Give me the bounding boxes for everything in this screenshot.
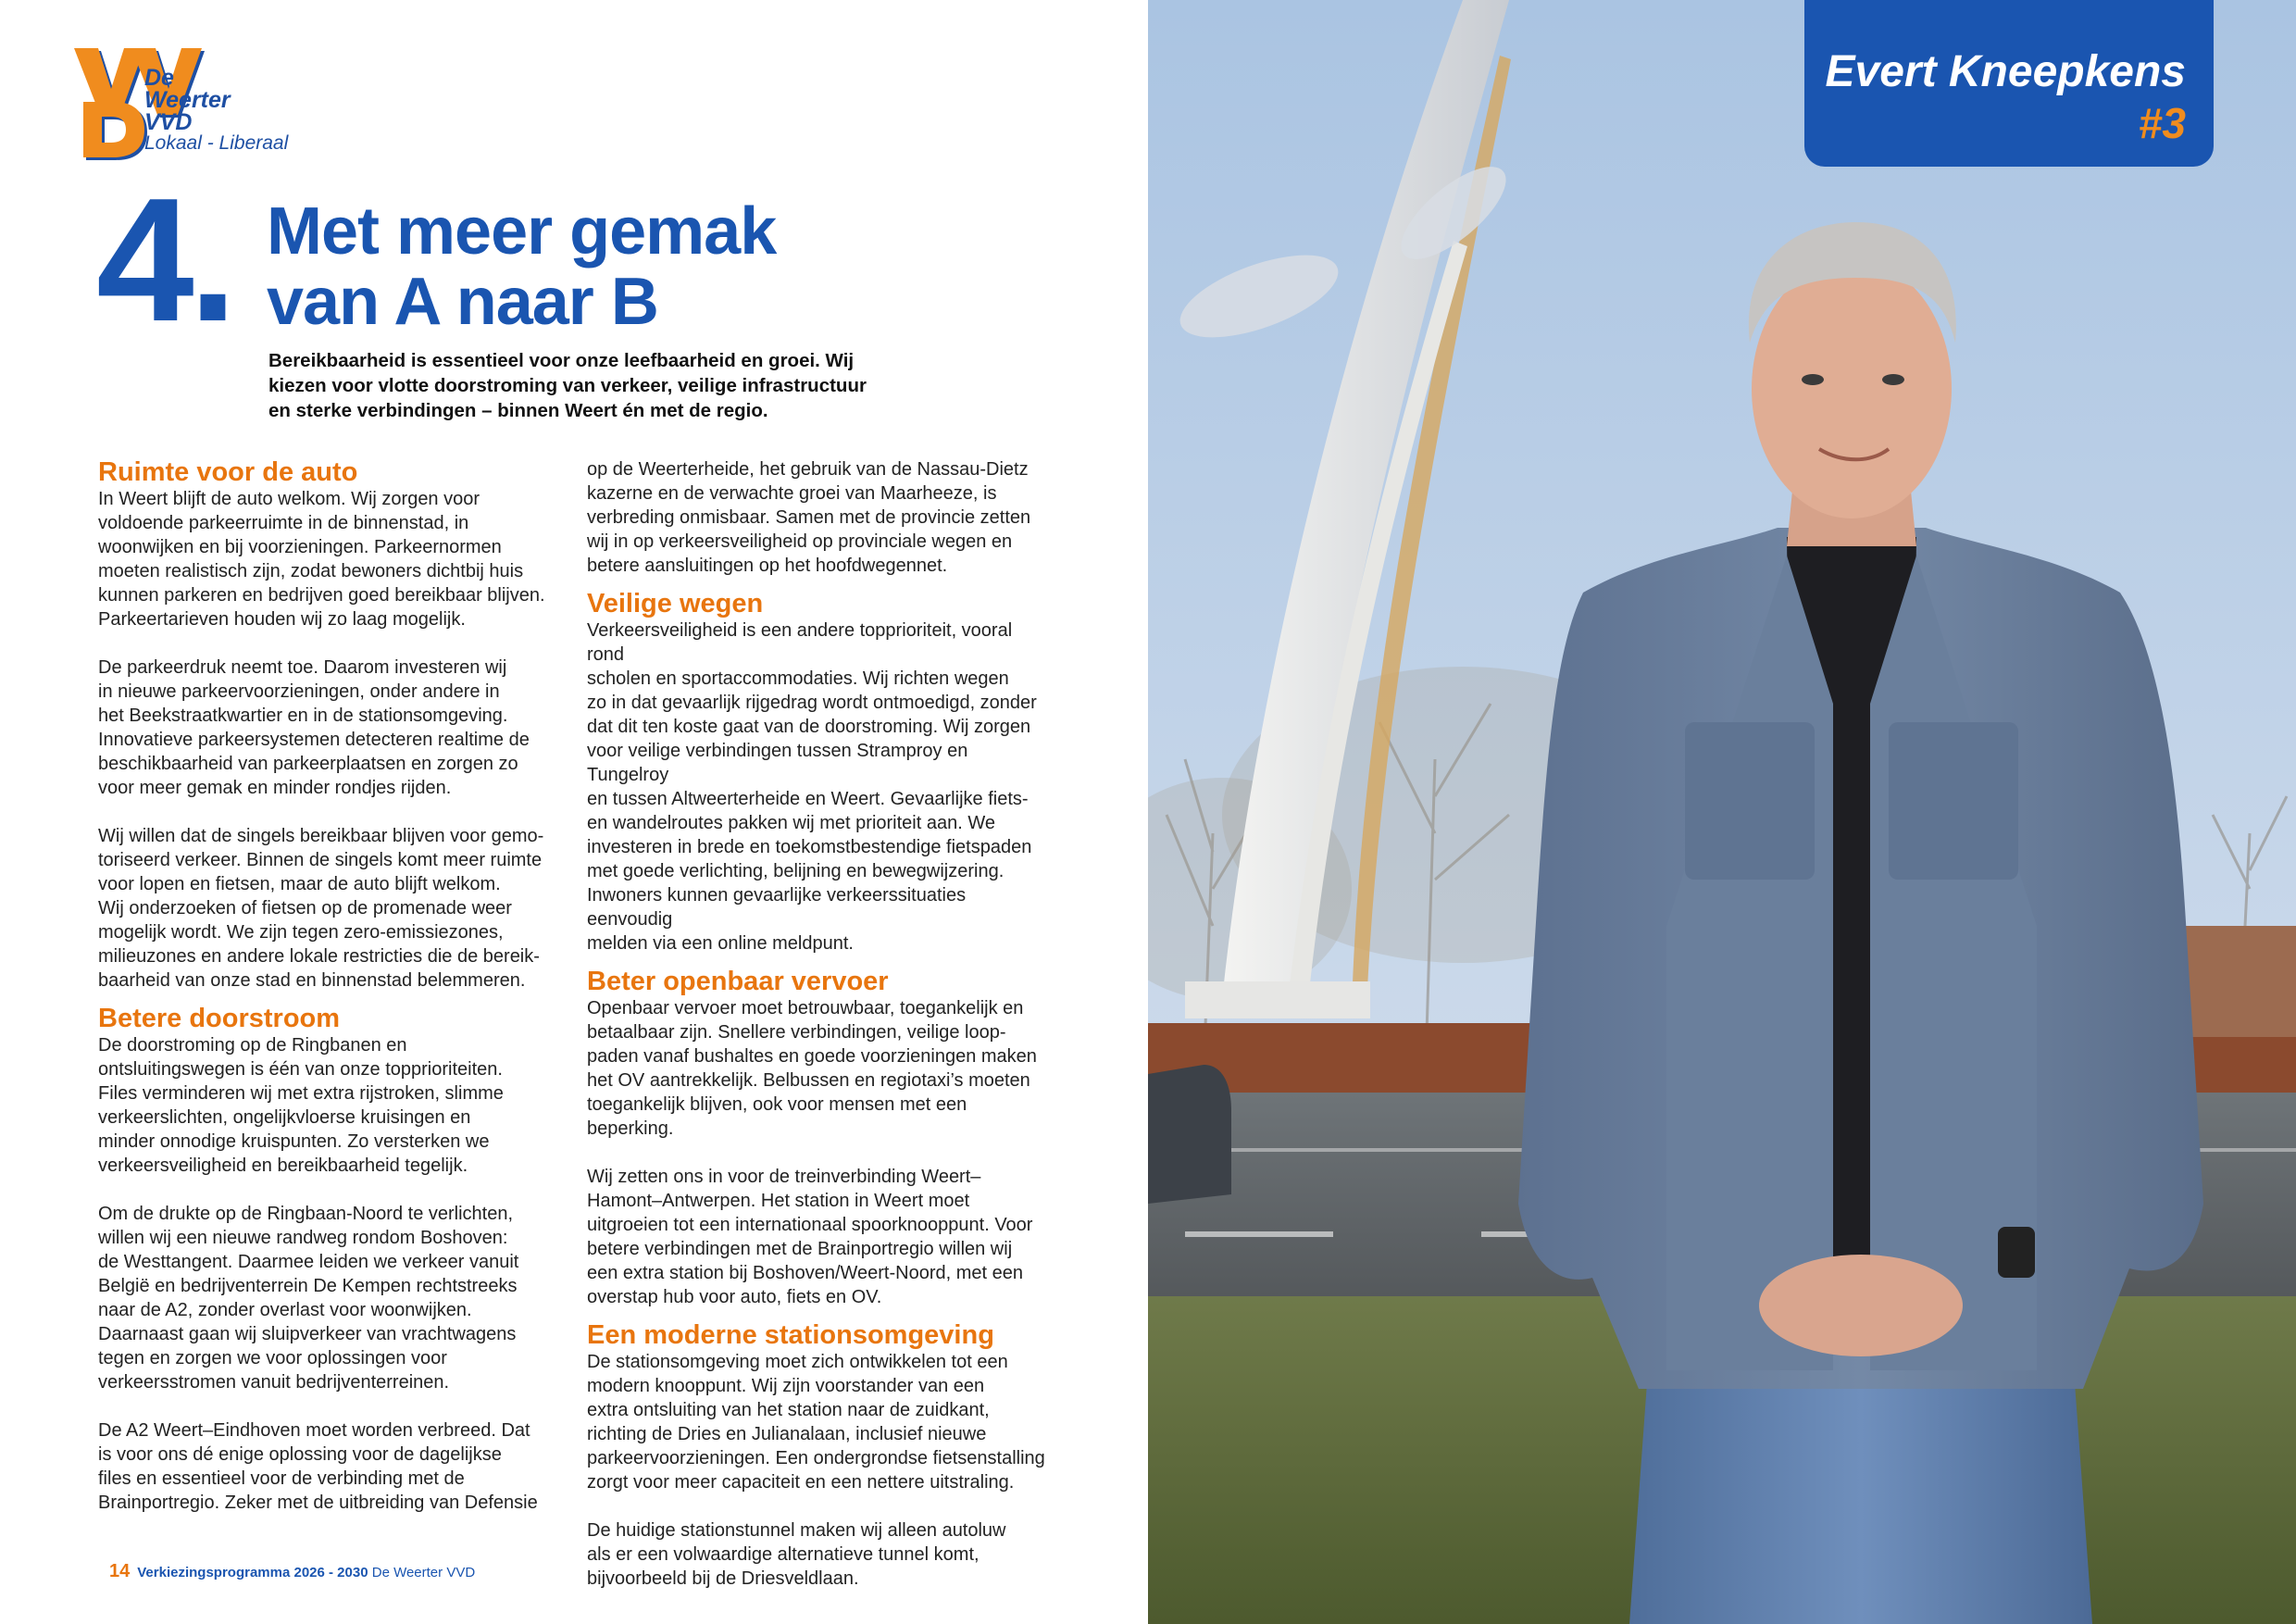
text-column-left xyxy=(98,457,561,1515)
chapter-number: 4. xyxy=(96,162,232,358)
pocket xyxy=(1685,722,1815,880)
jeans xyxy=(1629,1370,2092,1624)
paragraph: De stationsomgeving moet zich ontwikkelen tot een modern knooppunt. Wij zijn voorstander van een extra ontsluiting van het station naar de zuidkant, richting de Dries en Julianalaan, inclusief nieuwe parkeervoorzieningen. Een ondergrondse fietsenstalling zorgt voor meer capaciteit en een nettere uitstraling. xyxy=(587,1352,1045,1493)
paragraph: De parkeerdruk neemt toe. Daarom investeren wij in nieuwe parkeervoorzieningen, onder andere in het Beekstraatkwartier en in de stationsomgeving. Innovatieve parkeersystemen detecteren realtime de beschikbaarheid van parkeerplaatsen en zorgen zo voor meer gemak en minder rondjes rijden. xyxy=(98,657,530,798)
section-title-doorstroom: Betere doorstroom xyxy=(98,1004,341,1033)
chapter-title-line-2: van A naar B xyxy=(267,265,658,339)
text-column-right xyxy=(587,457,1050,1591)
logo-d xyxy=(83,102,144,157)
chapter-title-line-1: Met meer gemak xyxy=(267,194,777,269)
eye xyxy=(1882,374,1904,385)
section-title-openbaar-vervoer: Beter openbaar vervoer xyxy=(587,967,889,996)
footer-party: De Weerter VVD xyxy=(371,1565,476,1580)
logo-line-2: Weerter xyxy=(144,87,231,113)
paragraph: De A2 Weert–Eindhoven moet worden verbreed. Dat is voor ons dé enige oplossing voor de dagelijkse files en essentieel voor de verbinding met de Brainportregio. Zeker met de uitbreiding van Defensie xyxy=(98,1420,538,1513)
paragraph: op de Weerterheide, het gebruik van de Nassau-Dietz kazerne en de verwachte groei van Maarheeze, is verbreding onmisbaar. Samen met de provincie zetten wij in op verkeersveiligheid op provinciale wegen en betere aansluitingen op het hoofdwegennet. xyxy=(587,459,1031,576)
paragraph: Openbaar vervoer moet betrouwbaar, toegankelijk en betaalbaar zijn. Snellere verbindingen, veilige loop- paden vanaf bushaltes en goede voorzieningen maken het OV aantrekkelijk. Belbussen en regiotaxi’s moeten toegankelijk blijven, ook voor mensen met een beperking. xyxy=(587,998,1037,1139)
road-marking xyxy=(1185,1231,1333,1237)
logo-line-3: VVD xyxy=(144,109,193,135)
candidate-name: Evert Kneepkens xyxy=(1825,47,2186,96)
footer-program: Verkiezingsprogramma 2026 - 2030 xyxy=(137,1565,368,1580)
hands xyxy=(1759,1255,1963,1356)
paragraph: De huidige stationstunnel maken wij alleen autoluw als er een volwaardige alternatieve tunnel komt, bijvoorbeeld bij de Driesveldlaan. xyxy=(587,1520,1006,1589)
candidate-number: #3 xyxy=(2138,99,2186,147)
car xyxy=(1148,1065,1231,1204)
right-page xyxy=(1148,0,2296,1624)
paragraph: In Weert blijft de auto welkom. Wij zorgen voor voldoende parkeerruimte in de binnenstad, in woonwijken en bij voorzieningen. Parkeernormen moeten realistisch zijn, zodat bewoners dichtbij huis kunnen parkeren en bedrijven goed bereikbaar blijven. Parkeertarieven houden wij zo laag mogelijk. xyxy=(98,489,545,630)
eye xyxy=(1802,374,1824,385)
candidate-photo xyxy=(1148,0,2296,1624)
chapter-intro: Bereikbaarheid is essentieel voor onze leefbaarheid en groei. Wij kiezen voor vlotte doorstroming van verkeer, veilige infrastructuur en sterke verbindingen – binnen Weert én met de regio. xyxy=(268,350,867,421)
logo-line-1: De xyxy=(144,65,174,91)
candidate-badge xyxy=(1804,0,2214,167)
paragraph: Wij zetten ons in voor de treinverbinding Weert– Hamont–Antwerpen. Het station in Weert moet uitgroeien tot een internationaal spoorknooppunt. Voor betere verbindingen met de Brainportregio willen wij een extra station bij Boshoven/Weert-Noord, met een overstap hub voor auto, fiets en OV. xyxy=(587,1167,1033,1307)
section-title-veilige-wegen: Veilige wegen xyxy=(587,589,764,618)
section-title-ruimte: Ruimte voor de auto xyxy=(98,457,358,487)
page-footer xyxy=(109,1561,475,1582)
logo-tagline: Lokaal - Liberaal xyxy=(144,132,289,154)
page-number: 14 xyxy=(109,1561,131,1581)
paragraph: Verkeersveiligheid is een andere topprioriteit, vooral rond scholen en sportaccommodaties. Wij richten wegen zo in dat gevaarlijk rijgedrag wordt ontmoedigd, zonder dat dit ten koste gaat van de doorstroming. Wij zorgen voor veilige verbindingen tussen Stramproy en Tungelroy en tussen Altweerterheide en Weert. Gevaarlijke fiets- en wandelroutes pakken wij met prioriteit aan. We investeren in brede en toekomstbestendige fietspaden met goede verlichting, belijning en bewegwijzering. Inwoners kunnen gevaarlijke verkeerssituaties eenvoudig melden via een online meldpunt. xyxy=(587,620,1037,954)
sculpture-base xyxy=(1185,981,1370,1018)
logo-wordmark xyxy=(144,67,231,133)
pocket xyxy=(1889,722,2018,880)
section-title-stationsomgeving: Een moderne stationsomgeving xyxy=(587,1320,994,1350)
paragraph: Om de drukte op de Ringbaan-Noord te verlichten, willen wij een nieuwe randweg rondom Boshoven: de Westtangent. Daarmee leiden we verkeer vanuit België en bedrijventerrein De Kempen rechtstreeks naar de A2, zonder overlast voor woonwijken. Daarnaast gaan wij sluipverkeer van vrachtwagens tegen en zorgen we voor oplossingen voor verkeersstromen vanuit bedrijventerreinen. xyxy=(98,1204,519,1393)
paragraph: De doorstroming op de Ringbanen en ontsluitingswegen is één van onze topprioriteiten. Files verminderen wij met extra rijstroken, slimme verkeerslichten, ongelijkvloerse kruisingen en minder onnodige kruispunten. Zo versterken we verkeersveiligheid en bereikbaarheid tegelijk. xyxy=(98,1035,504,1176)
chapter-title xyxy=(267,196,776,337)
paragraph: Wij willen dat de singels bereikbaar blijven voor gemo- toriseerd verkeer. Binnen de singels komt meer ruimte voor lopen en fietsen, maar de auto blijft welkom. Wij onderzoeken of fietsen op de promenade weer mogelijk wordt. We zijn tegen zero-emissiezones, milieuzones en andere lokale restricties die de bereik- baarheid van onze stad en binnenstad belemmeren. xyxy=(98,826,544,991)
watch xyxy=(1998,1227,2035,1278)
head xyxy=(1752,259,1952,518)
